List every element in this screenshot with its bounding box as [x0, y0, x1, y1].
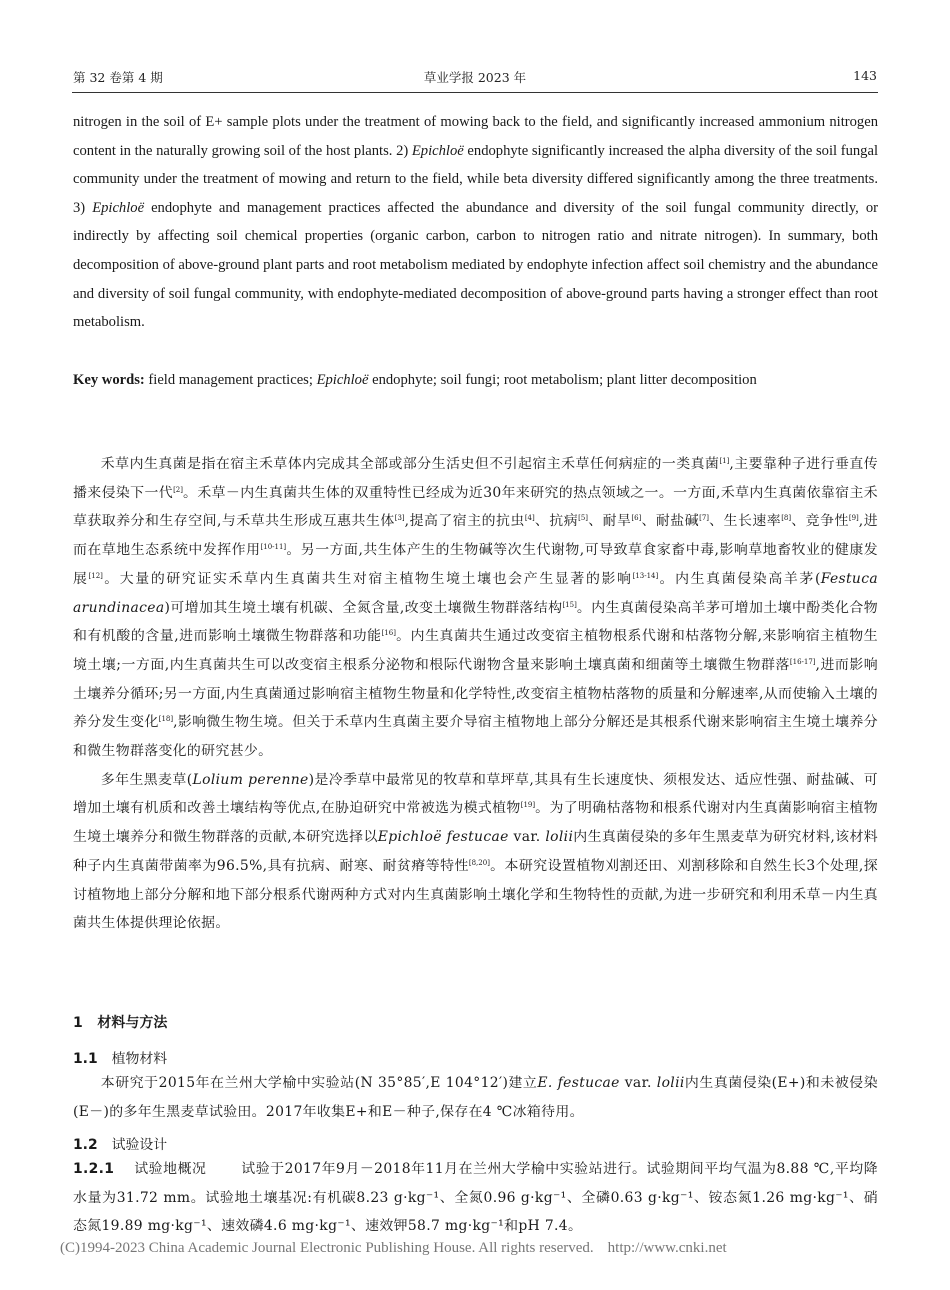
text: 多年生黑麦草(	[100, 771, 193, 788]
abstract-text: nitrogen in the soil of E+ sample plots under the treatment of mowing back to the field, and significantly increased ammonium nitrogen content in the naturally growing soil of the host plants. 2)	[73, 114, 878, 159]
abstract-genus: Epichloë	[411, 142, 464, 159]
paragraph	[73, 1069, 878, 1126]
section-title: 试验地概况	[134, 1161, 207, 1177]
section-heading-1-1	[73, 1047, 167, 1067]
text: )可增加其生境土壤有机碳、全氮含量,改变土壤微生物群落结构	[164, 599, 563, 616]
text: 。禾草－内生真菌共生体的双重特性已经成为近30年来研究的热点领域之一。一方面,禾草内生真菌依靠宿主禾草获取养分和生存空间,与禾草共生形成互惠共生体	[73, 484, 878, 530]
section-title: 试验设计	[111, 1137, 168, 1153]
citation: [6]	[631, 514, 642, 523]
keywords-label: Key words:	[73, 372, 145, 388]
intro-paragraph-2	[73, 766, 878, 938]
header-rule	[72, 92, 878, 93]
citation: [2]	[173, 485, 183, 494]
species-name: E. festucae	[537, 1075, 620, 1091]
page-number: 143	[853, 68, 877, 83]
citation: [13-14]	[632, 571, 659, 580]
citation: [10-11]	[260, 543, 287, 552]
text: 内生真菌侵染(E+)和未被侵染(E－)的多年生黑麦草试验田。2017年收集E+和E－种子,保存在4 ℃冰箱待用。	[73, 1075, 878, 1120]
text: ,进而在草地生态系统中发挥作用	[73, 513, 878, 559]
running-header-journal: 草业学报 2023 年	[423, 70, 527, 85]
copyright-notice: (C)1994-2023 China Academic Journal Electronic Publishing House. All rights reserved.	[60, 1240, 594, 1256]
citation: [1]	[719, 457, 730, 465]
text: ,影响微生物生境。但关于禾草内生真菌主要介导宿主植物地上部分分解还是其根系代谢来影响宿主生境土壤养分和微生物群落变化的研究甚少。	[73, 714, 878, 760]
text: )是冷季草中最常见的牧草和草坪草,其具有生长速度快、须根发达、适应性强、耐盐碱、可增加土壤有机质和改善土壤结构等优点,在胁迫研究中常被选为模式植物	[73, 771, 878, 817]
text: 、抗病	[534, 513, 579, 530]
text: ,进而影响土壤养分循环;另一方面,内生真菌通过影响宿主植物生物量和化学特性,改变宿主植物枯落物的质量和分解速率,从而使输入土壤的养分发生变化	[73, 656, 879, 731]
citation: [3]	[394, 514, 405, 523]
keywords-text: field management practices;	[144, 372, 317, 388]
text: 。另一方面,共生体产生的生物碱等次生代谢物,可导致草食家畜中毒,影响草地畜牧业的健康发展	[73, 542, 878, 587]
citation: [16-17]	[789, 657, 816, 666]
introduction	[73, 450, 878, 938]
text: 、竞争性	[791, 513, 849, 530]
species-name: Lolium perenne	[192, 771, 309, 788]
citation: [9]	[848, 514, 859, 523]
text: 禾草内生真菌是指在宿主禾草体内完成其全部或部分生活史但不引起宿主禾草任何病症的一类真菌	[100, 456, 720, 472]
species-name: Epichloë festucae	[377, 829, 509, 846]
text: ,提高了宿主的抗虫	[404, 513, 525, 530]
text: 。内生真菌侵染高羊茅可增加土壤中酚类化合物和有机酸的含量,进而影响土壤微生物群落和功能	[73, 599, 878, 645]
section-heading-1-2	[73, 1133, 167, 1153]
citation: [4]	[524, 514, 535, 523]
text: 内生真菌侵染的多年生黑麦草为研究材料,该材料种子内生真菌带菌率为96.5%,具有抗病、耐寒、耐贫瘠等特性	[73, 829, 878, 874]
footer	[60, 1240, 727, 1257]
text: ,主要靠种子进行垂直传播来侵染下一代	[73, 456, 878, 501]
text: 、耐旱	[588, 513, 632, 530]
footer-link[interactable]: http://www.cnki.net	[607, 1240, 727, 1256]
section-number: 1.1	[73, 1051, 98, 1067]
text: var.	[508, 829, 546, 846]
section-1-2-1-body	[73, 1155, 878, 1241]
section-1-1-body	[73, 1069, 878, 1126]
section-number: 1	[73, 1015, 83, 1031]
text: 。本研究设置植物刈割还田、刈割移除和自然生长3个处理,探讨植物地上部分分解和地下部分根系代谢两种方式对内生真菌影响土壤化学和生物特性的贡献,为进一步研究和利用禾草－内生真菌共生体提供理论依据。	[73, 857, 879, 932]
text: 本研究于2015年在兰州大学榆中实验站(N 35°85′,E 104°12′)建立	[100, 1075, 538, 1091]
keywords-text: endophyte; soil fungi; root metabolism; plant litter decomposition	[368, 372, 757, 388]
species-name: Festuca arundinacea	[73, 570, 878, 616]
text: 、生长速率	[709, 513, 782, 530]
keywords-genus: Epichloë	[316, 372, 369, 388]
text: 。内生真菌侵染高羊茅(	[658, 570, 821, 587]
text: 、耐盐碱	[641, 513, 700, 530]
citation: [12]	[88, 571, 103, 580]
species-name: lolii	[545, 829, 574, 846]
section-number: 1.2	[73, 1137, 98, 1153]
intro-paragraph-1	[73, 450, 878, 766]
citation: [19]	[520, 801, 536, 810]
section-title: 材料与方法	[97, 1015, 168, 1031]
text: 。内生真菌共生通过改变宿主植物根系代谢和枯落物分解,来影响宿主植物生境土壤;一方面,内生真菌共生可以改变宿主根系分泌物和根际代谢物含量来影响土壤真菌和细菌等土壤微生物群落	[73, 628, 878, 673]
paragraph	[73, 1155, 878, 1241]
running-header-volume: 第 32 卷第 4 期	[73, 70, 163, 85]
text: 。大量的研究证实禾草内生真菌共生对宿主植物生境土壤也会产生显著的影响	[102, 570, 633, 587]
section-title: 植物材料	[111, 1051, 168, 1067]
abstract-continued	[73, 108, 878, 337]
citation: [8,20]	[468, 858, 490, 867]
text: 。为了明确枯落物和根系代谢对内生真菌影响宿主植物生境土壤养分和微生物群落的贡献,本研究选择以	[73, 800, 879, 846]
section-heading-1	[73, 1012, 167, 1032]
keywords	[73, 366, 878, 395]
text: var.	[619, 1075, 657, 1091]
species-name: lolii	[656, 1075, 685, 1091]
abstract-text: endophyte and management practices affected the abundance and diversity of the soil fungal community directly, or indirectly by affecting soil chemical properties (organic carbon, carbon to nitrogen ratio and nitrate nitrogen). In summary, both decomposition of above-ground plant parts and root metabolism mediated by endophyte infection affect soil chemistry and the abundance and diversity of soil fungal community, with endophyte-mediated decomposition of above-ground parts having a stronger effect than root metabolism.	[73, 199, 878, 331]
abstract-genus: Epichloë	[92, 199, 145, 216]
abstract-text: endophyte significantly increased the alpha diversity of the soil fungal community under the treatment of mowing and return to the field, while beta diversity differed significantly among the three treatments. 3)	[73, 142, 878, 216]
citation: [15]	[562, 600, 577, 609]
section-number: 1.2.1	[73, 1161, 115, 1177]
citation: [16]	[381, 629, 396, 638]
citation: [18]	[158, 715, 174, 724]
citation: [5]	[578, 514, 589, 523]
citation: [8]	[781, 514, 792, 523]
text: 试验于2017年9月－2018年11月在兰州大学榆中实验站进行。试验期间平均气温为8.88 ℃,平均降水量为31.72 mm。试验地土壤基况:有机碳8.23 g·kg⁻¹、全氮0.96 g·kg⁻¹、全磷0.63 g·kg⁻¹、铵态氮1.26 mg·kg⁻¹、硝态氮19.89 mg·kg⁻¹、速效磷4.6 mg·kg⁻¹、速效钾58.7 mg·kg⁻¹和pH 7.4。	[73, 1161, 878, 1235]
citation: [7]	[699, 514, 710, 523]
